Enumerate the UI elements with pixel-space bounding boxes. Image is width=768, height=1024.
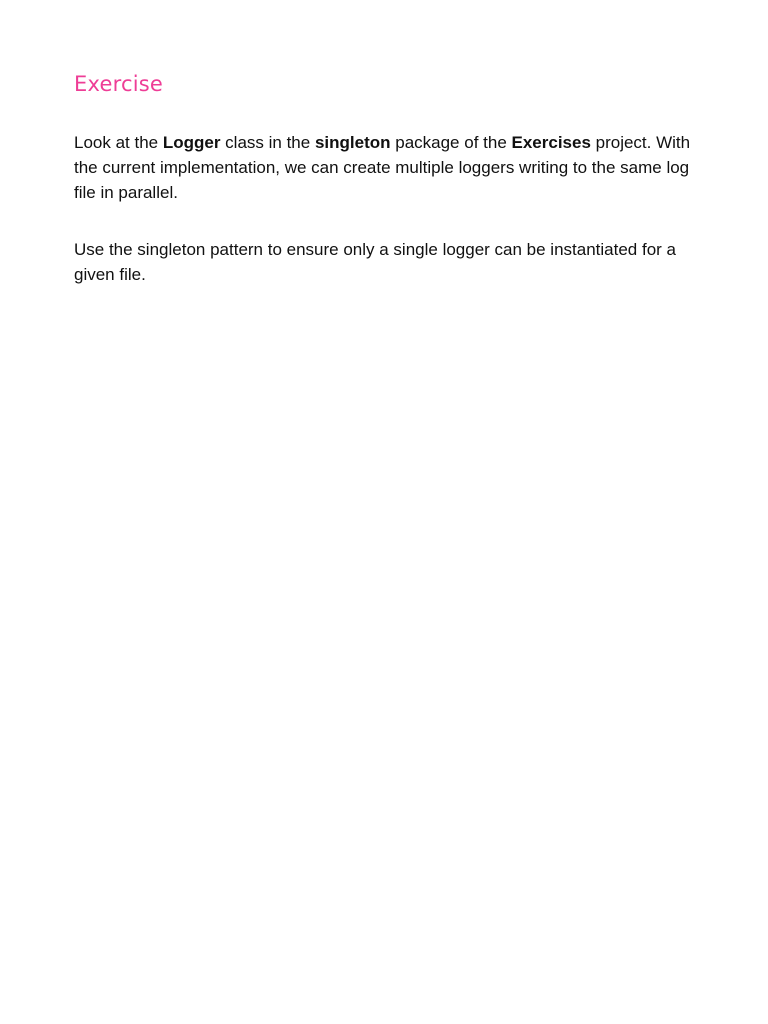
instruction-paragraph-1: [74, 130, 704, 205]
exercise-heading: Exercise: [74, 72, 163, 96]
singleton-package-term: singleton: [314, 133, 391, 152]
text-run: class in the: [220, 133, 315, 152]
instruction-paragraph-2: Use the singleton pattern to ensure only a single logger can be instantiated for a given file.: [74, 240, 676, 284]
text-run: package of the: [390, 133, 512, 152]
logger-class-term: Logger: [162, 133, 221, 152]
text-run: Look at the: [74, 133, 163, 152]
document-page: [74, 68, 704, 319]
exercises-project-term: Exercises: [511, 133, 591, 152]
text-run: project. With the current implementation, we can create multiple loggers writing to the same log file in parallel.: [74, 133, 691, 202]
